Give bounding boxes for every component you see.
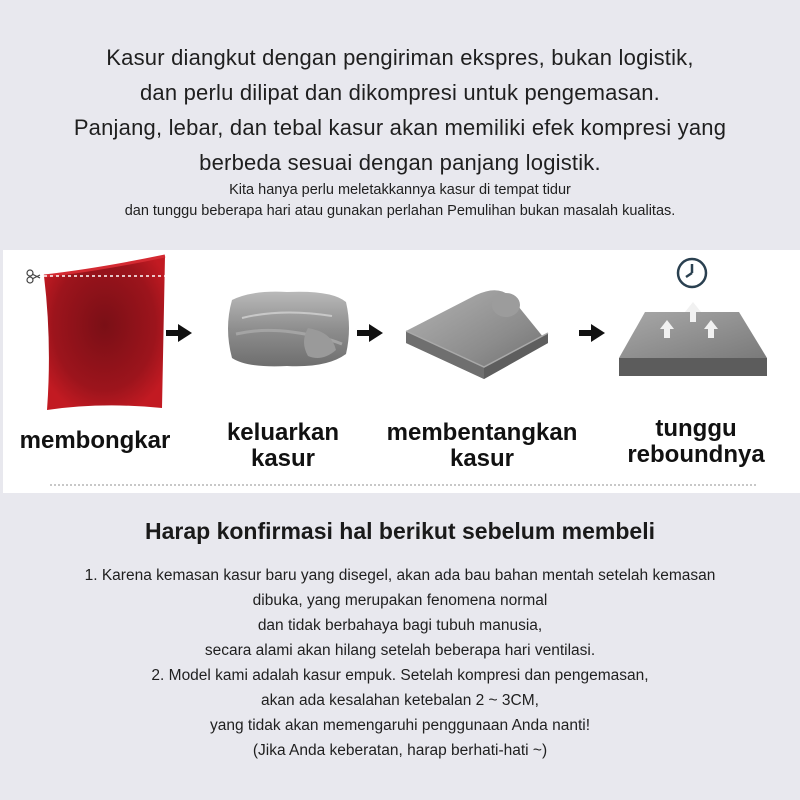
intro-line: Kasur diangkut dengan pengiriman ekspres, bukan logistik, [106, 45, 694, 70]
intro-text [0, 40, 800, 222]
red-package-icon [22, 252, 172, 414]
notes-line: secara alami akan hilang setelah beberapa hari ventilasi. [204, 642, 596, 659]
band-edge [0, 250, 3, 493]
arrow-right-icon [357, 324, 383, 342]
arrow-right-icon [166, 324, 192, 342]
clock-icon [674, 256, 710, 290]
step-label-line: kasur [449, 445, 515, 472]
arrow-right-icon [579, 324, 605, 342]
notes-line: akan ada kesalahan ketebalan 2 ~ 3CM, [261, 692, 539, 709]
step-label-line: reboundnya [627, 441, 765, 468]
step-label-line: membongkar [19, 427, 171, 454]
rolled-mattress-icon [222, 288, 352, 370]
notes-line: yang tidak akan memengaruhi penggunaan Anda nanti! [209, 717, 591, 734]
intro-line: dan perlu dilipat dan dikompresi untuk pengemasan. [140, 80, 660, 105]
intro-line: Panjang, lebar, dan tebal kasur akan memiliki efek kompresi yang [73, 115, 727, 140]
notes-line: 1. Karena kemasan kasur baru yang disegel, akan ada bau bahan mentah setelah kemasan [84, 567, 716, 584]
step-label-line: membentangkan [386, 419, 578, 446]
dotted-divider [50, 484, 756, 486]
notes-line: (Jika Anda keberatan, harap berhati-hati ~) [252, 742, 548, 759]
intro-small-line: dan tunggu beberapa hari atau gunakan perlahan Pemulihan bukan masalah kualitas. [124, 203, 676, 219]
intro-small-line: Kita hanya perlu meletakkannya kasur di tempat tidur [229, 182, 571, 198]
notes-line: dan tidak berbahaya bagi tubuh manusia, [257, 617, 543, 634]
step-label-membentangkan-kasur [372, 420, 592, 472]
step-label-line: keluarkan [226, 419, 340, 446]
step-label-line: kasur [250, 445, 316, 472]
notes-line: 2. Model kami adalah kasur empuk. Setelah kompresi dan pengemasan, [151, 667, 649, 684]
step-label-keluarkan-kasur [200, 420, 366, 472]
step-label-membongkar [10, 428, 180, 454]
intro-line: berbeda sesuai dengan panjang logistik. [199, 150, 601, 175]
flat-mattress-icon [615, 302, 771, 380]
notes-title: Harap konfirmasi hal berikut sebelum membeli [145, 518, 655, 544]
unrolling-mattress-icon [402, 283, 552, 383]
step-label-line: tunggu [655, 415, 737, 442]
notes-list [0, 563, 800, 763]
notes-line: dibuka, yang merupakan fenomena normal [252, 592, 548, 609]
step-label-tunggu-reboundnya [610, 416, 782, 468]
